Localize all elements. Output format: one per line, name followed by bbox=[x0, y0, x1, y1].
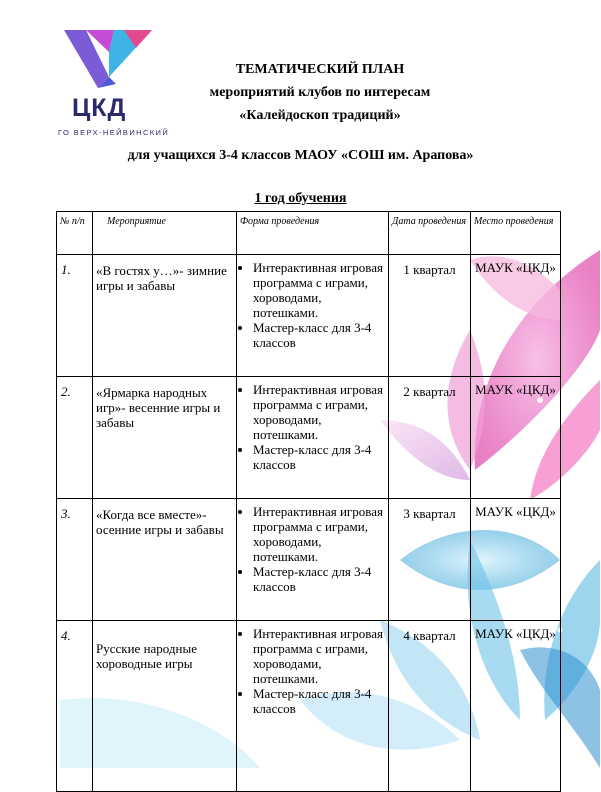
row-date: 4 квартал bbox=[389, 621, 471, 792]
row-forms bbox=[237, 621, 389, 792]
row-forms bbox=[237, 499, 389, 621]
logo-text: ЦКД bbox=[72, 94, 127, 122]
table-row bbox=[57, 377, 561, 499]
row-num: 4. bbox=[57, 621, 93, 792]
header-date: Дата проведения bbox=[389, 212, 471, 255]
header-name: Мероприятие bbox=[93, 212, 237, 255]
row-forms bbox=[237, 255, 389, 377]
row-date: 2 квартал bbox=[389, 377, 471, 499]
table-header-row bbox=[57, 212, 561, 255]
row-place: МАУК «ЦКД» bbox=[471, 377, 561, 499]
title-line-2: мероприятий клубов по интересам bbox=[209, 85, 431, 100]
table-row bbox=[57, 499, 561, 621]
title-line-3: «Калейдоскоп традиций» bbox=[239, 108, 401, 123]
row-place: МАУК «ЦКД» bbox=[471, 499, 561, 621]
title-line-1: ТЕМАТИЧЕСКИЙ ПЛАН bbox=[235, 62, 405, 77]
form-item: • Мастер-класс для 3-4 классов bbox=[253, 442, 385, 472]
row-place: МАУК «ЦКД» bbox=[471, 621, 561, 792]
row-date: 3 квартал bbox=[389, 499, 471, 621]
row-name: «В гостях у…»- зимние игры и забавы bbox=[93, 255, 237, 377]
row-num: 1. bbox=[57, 255, 93, 377]
form-item: • Мастер-класс для 3-4 классов bbox=[253, 564, 385, 594]
row-forms bbox=[237, 377, 389, 499]
row-name: «Когда все вместе»- осенние игры и забавы bbox=[93, 499, 237, 621]
row-num: 3. bbox=[57, 499, 93, 621]
table-row bbox=[57, 621, 561, 792]
document-title bbox=[190, 58, 450, 127]
form-item: • Интерактивная игровая программа с играми, хороводами, потешками. bbox=[253, 504, 385, 564]
logo-mark-icon bbox=[64, 22, 154, 92]
logo bbox=[56, 22, 168, 142]
header-place: Место проведения bbox=[471, 212, 561, 255]
plan-table bbox=[56, 211, 561, 792]
year-heading: 1 год обучения bbox=[254, 191, 347, 206]
table-row bbox=[57, 255, 561, 377]
form-item: • Интерактивная игровая программа с играми, хороводами, потешками. bbox=[253, 260, 385, 320]
row-name: «Ярмарка народных игр»- весенние игры и забавы bbox=[93, 377, 237, 499]
form-item: • Интерактивная игровая программа с играми, хороводами, потешками. bbox=[253, 382, 385, 442]
form-item: • Мастер-класс для 3-4 классов bbox=[253, 320, 385, 350]
document-subtitle: для учащихся 3-4 классов МАОУ «СОШ им. Арапова» bbox=[127, 148, 474, 163]
row-num: 2. bbox=[57, 377, 93, 499]
form-item: • Мастер-класс для 3-4 классов bbox=[253, 686, 385, 716]
row-name: Русские народные хороводные игры bbox=[93, 621, 237, 792]
logo-subtitle: ГО ВЕРХ-НЕЙВИНСКИЙ bbox=[58, 128, 170, 137]
form-item: • Интерактивная игровая программа с играми, хороводами, потешками. bbox=[253, 626, 385, 686]
header-num: № п/п bbox=[57, 212, 93, 255]
row-place: МАУК «ЦКД» bbox=[471, 255, 561, 377]
row-date: 1 квартал bbox=[389, 255, 471, 377]
header-form: Форма проведения bbox=[237, 212, 389, 255]
